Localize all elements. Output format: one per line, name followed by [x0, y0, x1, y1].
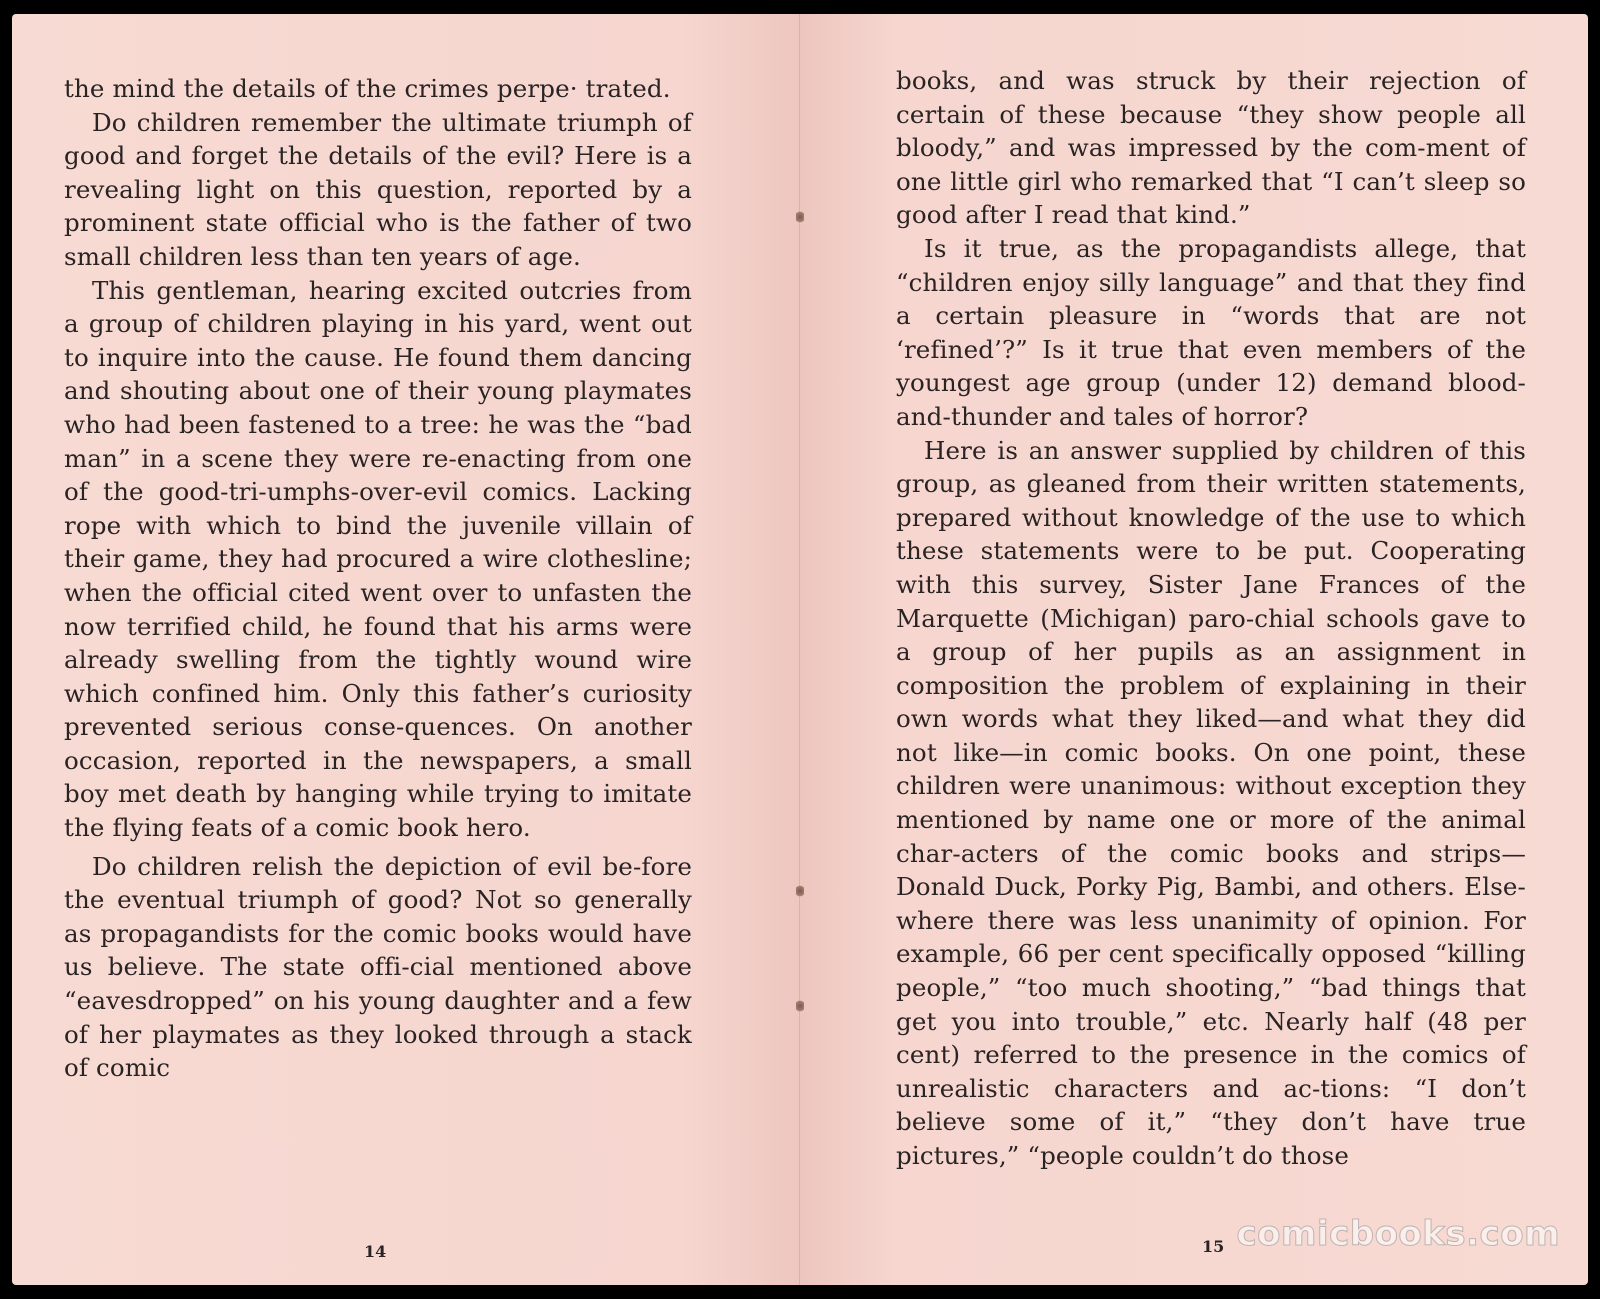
right-page-text [896, 64, 1526, 1173]
staple-mark [796, 210, 804, 224]
paragraph: Do children remember the ultimate triumph of good and forget the details of the evil? Here is a revealing light on this question, reported by a prominent state official who is the father of two small children less than ten years of age. [64, 107, 692, 271]
paragraph: books, and was struck by their rejection of certain of these because “they show people all bloody,” and was impressed by the com-ment of one little girl who remarked that “I can’t sleep so good after I read that kind.” [896, 66, 1526, 230]
staple-mark [796, 884, 804, 898]
staple-mark [796, 999, 804, 1013]
paragraph: This gentleman, hearing excited outcries from a group of children playing in his yard, went out to inquire into the cause. He found them dancing and shouting about one of their young playmates who had been fastened to a tree: he was the “bad man” in a scene they were re-enacting from one of the good-tri-umphs-over-evil comics. Lacking rope with which to bind the juvenile villain of their game, they had procured a wire clothesline; when the official cited went over to unfasten the now terrified child, he found that his arms were already swelling from the tightly wound wire which confined him. Only this father’s curiosity prevented serious conse-quences. On another occasion, reported in the newspapers, a small boy met death by hanging while trying to imitate the flying feats of a comic book hero. [64, 275, 692, 843]
left-page-text [64, 72, 692, 1085]
left-page [12, 14, 800, 1285]
paragraph: the mind the details of the crimes perpe· trated. [64, 74, 671, 103]
watermark: comicbooks.com [1236, 1214, 1560, 1254]
page-number: 14 [364, 1242, 387, 1261]
paragraph: Is it true, as the propagandists allege, that “children enjoy silly language” and that they find a certain pleasure in “words that are not ‘refined’?” Is it true that even members of the youngest age group (under 12) demand blood-and-thunder and tales of horror? [896, 233, 1526, 431]
paragraph: Here is an answer supplied by children of this group, as gleaned from their written statements, prepared without knowledge of the use to which these statements were to be put. Cooperating with this survey, Sister Jane Frances of the Marquette (Michigan) paro-chial schools gave to a group of her pupils as an assignment in composition the problem of explaining in their own words what they liked—and what they did not like—in comic books. On one point, these children were unanimous: without exception they mentioned by name one or more of the animal char-acters of the comic books and strips—Donald Duck, Porky Pig, Bambi, and others. Else-where there was less unanimity of opinion. For example, 66 per cent specifically opposed “killing people,” “too much shooting,” “bad things that get you into trouble,” etc. Nearly half (48 per cent) referred to the presence in the comics of unrealistic characters and ac-tions: “I don’t believe some of it,” “they don’t have true pictures,” “people couldn’t do those [896, 435, 1526, 1170]
right-page [800, 14, 1588, 1285]
book-spread [12, 14, 1588, 1285]
page-number: 15 [1202, 1237, 1225, 1256]
paragraph: Do children relish the depiction of evil be-fore the eventual triumph of good? Not so generally as propagandists for the comic books would have us believe. The state offi-cial mentioned above “eavesdropped” on his young daughter and a few of her playmates as they looked through a stack of comic [64, 851, 692, 1083]
